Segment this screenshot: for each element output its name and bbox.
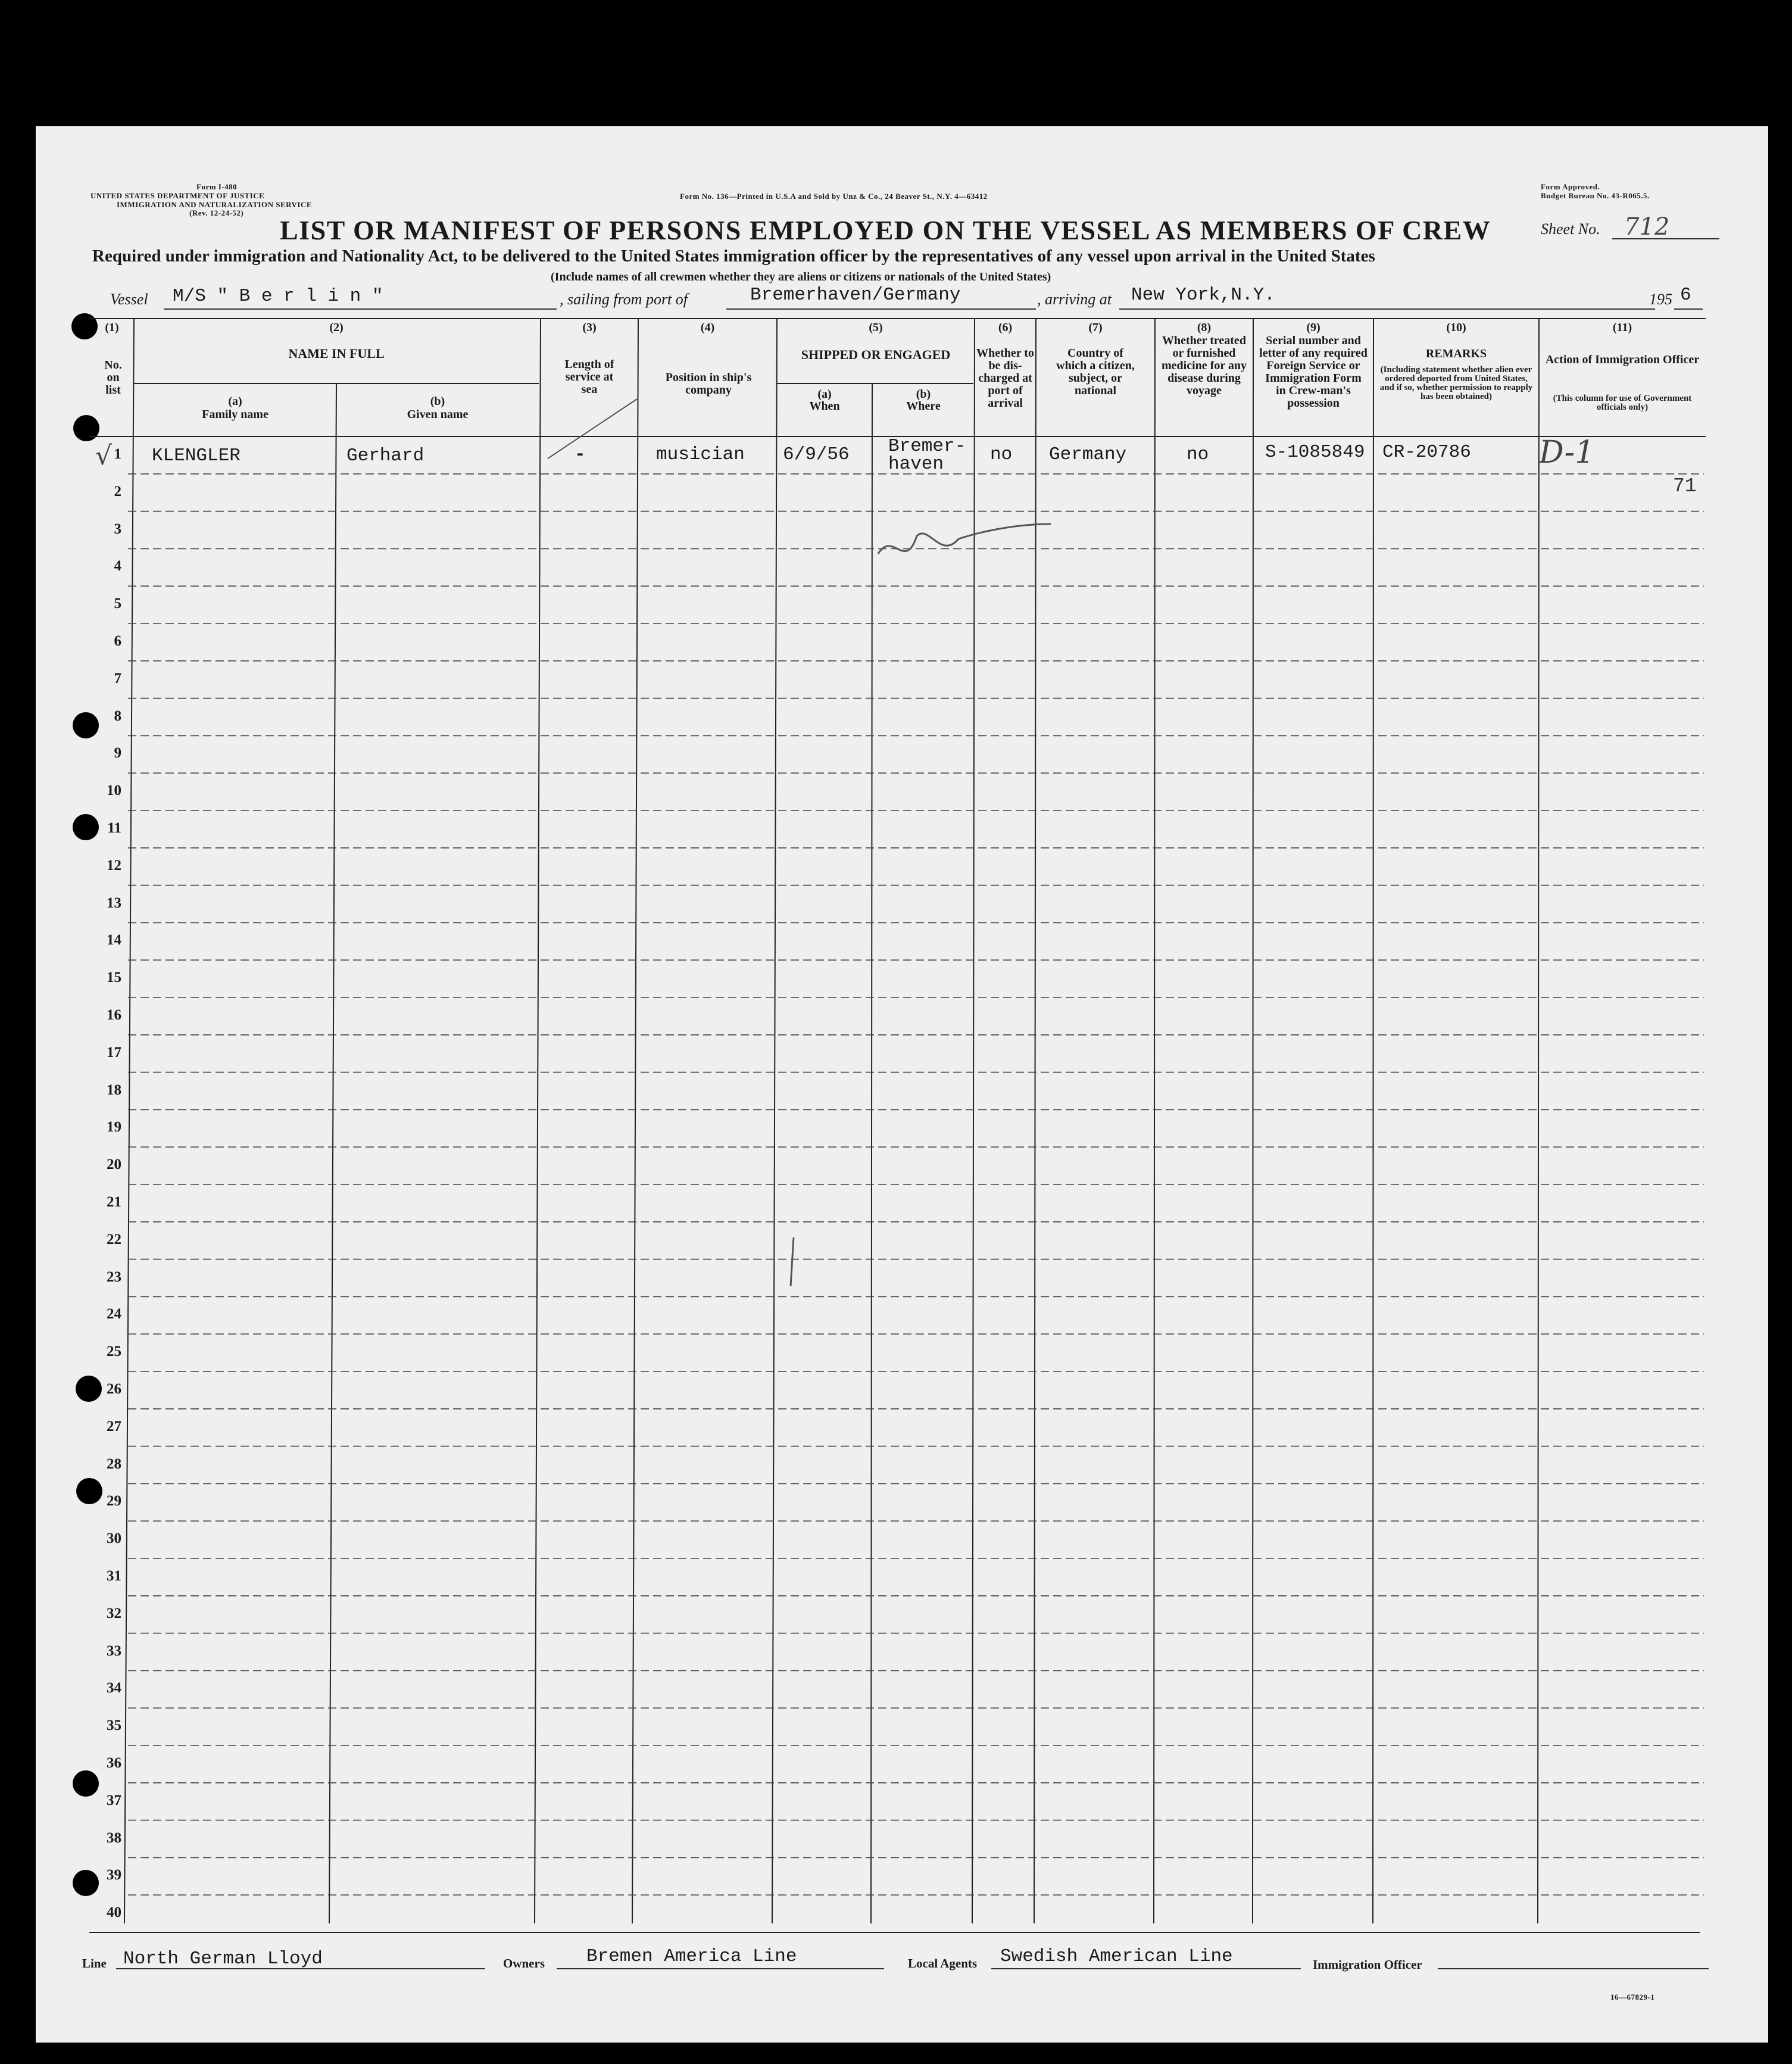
col5b-letter: (b) <box>916 388 931 401</box>
row-number: 27 <box>107 1418 121 1435</box>
row-number: 39 <box>107 1867 121 1883</box>
departure-port: Bremerhaven/Germany <box>750 285 961 305</box>
col11-note: (This column for use of Government officials only) <box>1553 394 1692 412</box>
officer-label: Immigration Officer <box>1313 1957 1422 1972</box>
entry-serial: S-1085849 <box>1265 442 1365 463</box>
col11-number: (11) <box>1612 321 1632 334</box>
agents-label: Local Agents <box>908 1956 978 1971</box>
form-id: Form I-480 <box>196 182 238 191</box>
row-number: 11 <box>107 820 121 836</box>
local-agents: Swedish American Line <box>1000 1946 1233 1967</box>
entry-service-length: - <box>575 444 586 465</box>
row-number: 38 <box>107 1830 121 1846</box>
col4-number: (4) <box>700 321 715 334</box>
owners: Bremen America Line <box>586 1946 797 1967</box>
year-digit: 6 <box>1680 285 1691 305</box>
line-label: Line <box>82 1956 107 1971</box>
row-number: 23 <box>107 1269 121 1285</box>
col2-header: NAME IN FULL <box>288 346 385 361</box>
sheet-number: 712 <box>1624 213 1670 241</box>
entry-discharged: no <box>990 444 1013 465</box>
arriving-label: , arriving at <box>1037 291 1112 308</box>
row-number: 33 <box>107 1643 121 1659</box>
col10-number: (10) <box>1446 321 1466 334</box>
crew-note: (Include names of all crewmen whether they are aliens or citizens or nationals of the United States) <box>551 270 1051 283</box>
col5b-header: Where <box>906 400 941 413</box>
row-number: 32 <box>107 1605 121 1622</box>
revision-date: (Rev. 12-24-52) <box>189 208 244 217</box>
col3-header: Length of service at sea <box>564 358 614 396</box>
entry-position: musician <box>656 444 745 465</box>
arrival-port: New York,N.Y. <box>1131 285 1275 305</box>
col2a-header: Family name <box>202 408 269 421</box>
row-number: 6 <box>114 633 121 649</box>
row-number: 8 <box>114 708 121 724</box>
owners-underline <box>557 1968 884 1969</box>
agency-line1: UNITED STATES DEPARTMENT OF JUSTICE <box>90 191 265 200</box>
col4-header: Position in ship's company <box>665 371 752 397</box>
row-number: 12 <box>107 858 121 874</box>
row-number: 34 <box>107 1680 121 1696</box>
entry-remarks: CR-20786 <box>1382 442 1471 463</box>
form-code: 16—67829-1 <box>1610 1993 1655 2001</box>
col7-header: Country of which a citizen, subject, or national <box>1056 347 1135 397</box>
col8-header: Whether treated or furnished medicine for any disease during voyage <box>1162 334 1247 397</box>
row-number: 4 <box>114 558 121 574</box>
col8-number: (8) <box>1197 321 1212 334</box>
row-number: 20 <box>107 1156 121 1173</box>
entry-shipped-when: 6/9/56 <box>783 444 850 465</box>
col10-note: (Including statement whether alien ever ordered deported from United States, and if so, whether permission to reapply has been obtained) <box>1379 365 1533 401</box>
year-prefix: 195 <box>1649 291 1672 308</box>
row-number: 26 <box>107 1381 121 1397</box>
col3-number: (3) <box>582 321 597 334</box>
row-number: 13 <box>107 895 121 911</box>
col5-header: SHIPPED OR ENGAGED <box>801 347 951 362</box>
col5a-letter: (a) <box>817 388 832 401</box>
col5-number: (5) <box>869 321 883 334</box>
approval-line1: Form Approved. <box>1541 182 1600 191</box>
row-number: 35 <box>107 1717 121 1733</box>
row-number: 37 <box>107 1792 121 1809</box>
col9-header: Serial number and letter of any required Foreign Service or Immigration Form in Crew-man's possession <box>1259 334 1368 410</box>
entry-country: Germany <box>1049 444 1127 465</box>
row-number: 28 <box>107 1456 121 1472</box>
col5a-header: When <box>809 400 840 413</box>
sailing-label: , sailing from port of <box>560 291 688 308</box>
row-number: 25 <box>107 1343 121 1360</box>
col9-number: (9) <box>1306 321 1320 334</box>
row-number: 18 <box>107 1082 121 1098</box>
row-number: 2 <box>114 484 121 500</box>
col10-header: REMARKS <box>1425 347 1487 360</box>
row-number: 14 <box>107 932 121 948</box>
row-number: 29 <box>107 1493 121 1509</box>
vessel-name: M/S " B e r l i n " <box>173 286 383 307</box>
owners-label: Owners <box>503 1956 545 1971</box>
row-number: 15 <box>107 969 121 986</box>
side-note-number: 71 <box>1673 475 1697 497</box>
agents-underline <box>991 1968 1301 1969</box>
shipping-line: North German Lloyd <box>123 1948 323 1969</box>
col11-header: Action of Immigration Officer <box>1545 353 1700 366</box>
row-number: 21 <box>107 1194 121 1210</box>
row-number: 36 <box>107 1755 121 1771</box>
col6-number: (6) <box>998 321 1013 334</box>
col2a-letter: (a) <box>228 395 242 408</box>
entry-shipped-where-1: Bremer- <box>888 436 966 457</box>
col2b-letter: (b) <box>430 395 445 408</box>
row-number: 19 <box>107 1119 121 1135</box>
row-number: 17 <box>107 1045 121 1061</box>
entry-given-name: Gerhard <box>346 445 424 466</box>
col1-number: (1) <box>105 321 119 334</box>
entry-medicine: no <box>1187 444 1209 465</box>
col2b-header: Given name <box>407 408 469 421</box>
row-number: 1 <box>114 446 121 462</box>
row-number: 10 <box>107 782 121 799</box>
row-number: 31 <box>107 1568 121 1584</box>
row-number: 40 <box>107 1904 121 1920</box>
manifest-subtitle: Required under immigration and Nationality Act, to be delivered to the United States immigration officer by the representatives of any vessel upon arrival in the United States <box>92 247 1375 266</box>
manifest-title: LIST OR MANIFEST OF PERSONS EMPLOYED ON THE VESSEL AS MEMBERS OF CREW <box>280 215 1491 245</box>
entry-family-name: KLENGLER <box>152 445 241 466</box>
row-number: 16 <box>107 1007 121 1023</box>
vessel-label: Vessel <box>110 291 148 308</box>
col1-header: No. on list <box>104 358 122 397</box>
col6-header: Whether to be dis-charged at port of arrival <box>976 347 1034 410</box>
row-number: 3 <box>114 521 121 537</box>
sheet-label: Sheet No. <box>1541 220 1600 238</box>
row-number: 7 <box>114 671 121 687</box>
col2-number: (2) <box>329 321 344 334</box>
agency-line2: IMMIGRATION AND NATURALIZATION SERVICE <box>117 200 313 209</box>
col7-number: (7) <box>1088 321 1103 334</box>
check-mark: √ <box>95 441 113 471</box>
row-number: 9 <box>114 745 121 761</box>
row-number: 5 <box>114 595 121 612</box>
row-number: 24 <box>107 1306 121 1322</box>
printer-line: Form No. 136—Printed in U.S.A and Sold by Unz & Co., 24 Beaver St., N.Y. 4—63412 <box>680 192 988 201</box>
officer-underline <box>1438 1968 1709 1969</box>
approval-line2: Budget Bureau No. 43-R065.5. <box>1541 191 1650 200</box>
row-number: 30 <box>107 1530 121 1547</box>
row-number: 22 <box>107 1231 121 1248</box>
entry-officer-action: D-1 <box>1539 435 1595 470</box>
entry-shipped-where-2: haven <box>888 454 944 475</box>
line-underline <box>116 1968 485 1969</box>
